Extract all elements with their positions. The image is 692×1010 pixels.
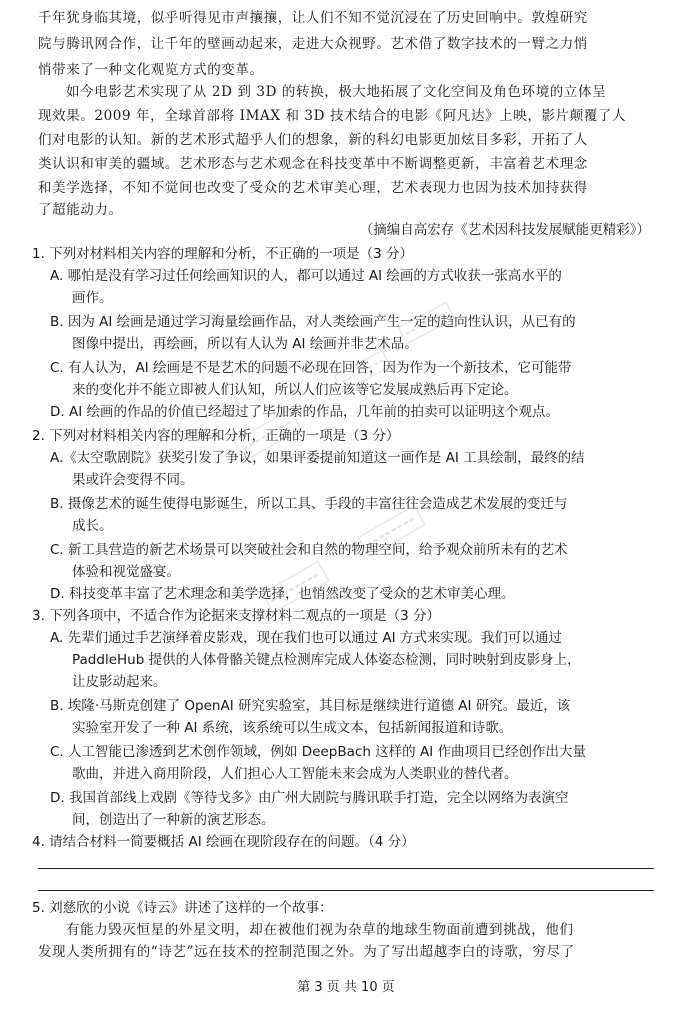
- answer-line: [38, 890, 654, 891]
- q2-option-a: A.《太空歌剧院》获奖引发了争议，如果评委提前知道这一画作是 AI 工具绘制，最终的结: [50, 450, 585, 466]
- question-3-stem: 3. 下列各项中，不适合作为论据来支撑材料二观点的一项是（3 分）: [32, 608, 441, 624]
- q1-option-a-cont: 画作。: [72, 290, 113, 306]
- question-2-stem: 2. 下列对材料相关内容的理解和分析，正确的一项是（3 分）: [32, 428, 400, 444]
- q1-option-b-cont: 图像中提出，再绘画，所以有人认为 AI 绘画并非艺术品。: [72, 336, 418, 352]
- q5-passage-line: 发现人类所拥有的“诗艺”远在技术的控制范围之外。为了写出超越李白的诗歌，穷尽了: [38, 944, 575, 960]
- q3-option-c: C. 人工智能已渗透到艺术创作领域，例如 DeepBach 这样的 AI 作曲项目已经创作出大量: [50, 744, 586, 760]
- q2-option-c: C. 新工具营造的新艺术场景可以突破社会和自然的物理空间，给予观众前所未有的艺术: [50, 542, 568, 558]
- q3-option-d-cont: 间，创造出了一种新的演艺形态。: [72, 812, 275, 828]
- q1-option-c: C. 有人认为，AI 绘画是不是艺术的问题不必现在回答，因为作为一个新技术，它可能带: [50, 360, 572, 376]
- page-footer: 第 3 页 共 10 页: [297, 980, 395, 995]
- q3-option-a: A. 先辈们通过手艺演绎着皮影戏，现在我们也可以通过 AI 方式来实现。我们可以通过: [50, 630, 562, 646]
- passage-source: （摘编自高宏存《艺术因科技发展赋能更精彩》）: [359, 222, 650, 238]
- q3-option-b-cont: 实验室开发了一种 AI 系统，该系统可以生成文本，包括新闻报道和诗歌。: [72, 720, 513, 736]
- q1-option-d: D. AI 绘画的作品的价值已经超过了毕加索的作品，几年前的拍卖可以证明这个观点。: [50, 404, 559, 420]
- passage-line: 和美学选择，不知不觉间也改变了受众的艺术审美心理，艺术表现力也因为技术加持获得: [38, 180, 588, 196]
- q2-option-a-cont: 果或许会变得不同。: [72, 472, 194, 488]
- passage-line: 千年犹身临其境，似乎听得见市声攘攘，让人们不知不觉沉浸在了历史回响中。敦煌研究: [38, 10, 588, 26]
- q2-option-b: B. 摄像艺术的诞生使得电影诞生，所以工具、手段的丰富往往会造成艺术发展的变迁与: [50, 496, 568, 512]
- q1-option-a: A. 哪怕是没有学习过任何绘画知识的人，都可以通过 AI 绘画的方式收获一张高水平的: [50, 268, 562, 284]
- q2-option-d: D. 科技变革丰富了艺术理念和美学选择，也悄然改变了受众的艺术审美心理。: [50, 586, 515, 602]
- q3-option-b: B. 埃隆·马斯克创建了 OpenAI 研究实验室，其目标是继续进行道德 AI 研究。最近，该: [50, 698, 571, 714]
- passage-line: 类认识和审美的疆域。艺术形态与艺术观念在科技变革中不断调整更新，丰富着艺术理念: [38, 156, 588, 172]
- q3-option-a-cont: 让皮影动起来。: [72, 674, 167, 690]
- passage-line: 现效果。2009 年，全球首部将 IMAX 和 3D 技术结合的电影《阿凡达》上映，影片颠覆了人: [38, 108, 627, 124]
- q2-option-b-cont: 成长。: [72, 518, 113, 534]
- answer-line: [38, 868, 654, 869]
- q3-option-d: D. 我国首部线上戏剧《等待戈多》由广州大剧院与腾讯联手打造，完全以网络为表演空: [50, 790, 569, 806]
- question-1-stem: 1. 下列对材料相关内容的理解和分析，不正确的一项是（3 分）: [32, 246, 414, 262]
- question-4-stem: 4. 请结合材料一简要概括 AI 绘画在现阶段存在的问题。（4 分）: [32, 834, 415, 850]
- q2-option-c-cont: 体验和视觉盛宴。: [72, 564, 180, 580]
- passage-line: 悄带来了一种文化观览方式的变革。: [38, 62, 264, 78]
- passage-line: 了超能动力。: [38, 202, 123, 218]
- passage-line: 们对电影的认知。新的艺术形式超乎人们的想象，新的科幻电影更加炫目多彩，开拓了人: [38, 132, 588, 148]
- q5-passage-line: 有能力毁灭恒星的外星文明，却在被他们视为杂草的地球生物面前遭到挑战，他们: [66, 922, 574, 938]
- q1-option-b: B. 因为 AI 绘画是通过学习海量绘画作品，对人类绘画产生一定的趋向性认识，从已有的: [50, 314, 576, 330]
- q1-option-c-cont: 来的变化并不能立即被人们认知，所以人们应该等它发展成熟后再下定论。: [72, 382, 518, 398]
- passage-line: 院与腾讯网合作，让千年的壁画动起来，走进大众视野。艺术借了数字技术的一臂之力悄: [38, 36, 588, 52]
- passage-line: 如今电影艺术实现了从 2D 到 3D 的转换，极大地拓展了文化空间及角色环境的立体呈: [66, 84, 607, 100]
- question-5-stem: 5. 刘慈欣的小说《诗云》讲述了这样的一个故事：: [32, 900, 333, 916]
- q3-option-a-cont: PaddleHub 提供的人体骨骼关键点检测库完成人体姿态检测，同时映射到皮影身上，: [72, 652, 581, 668]
- q3-option-c-cont: 歌曲，并进入商用阶段，人们担心人工智能未来会成为人类职业的替代者。: [72, 766, 518, 782]
